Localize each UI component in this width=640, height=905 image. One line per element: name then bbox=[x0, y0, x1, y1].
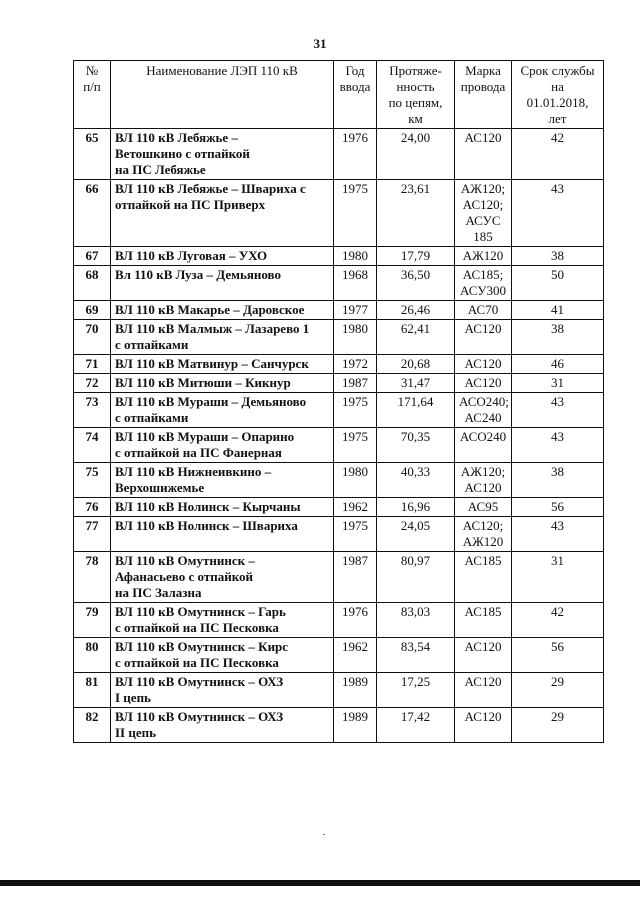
row-wire: АС120 bbox=[455, 355, 512, 374]
row-name: ВЛ 110 кВ Луговая – УХО bbox=[111, 247, 334, 266]
table-row bbox=[74, 708, 604, 743]
row-name: ВЛ 110 кВ Матвинур – Санчурск bbox=[111, 355, 334, 374]
row-num: 73 bbox=[74, 393, 111, 428]
row-name: ВЛ 110 кВ Омутнинск – ОХЗ II цепь bbox=[111, 708, 334, 743]
row-name: ВЛ 110 кВ Омутнинск – Кирс с отпайкой на ПС Песковка bbox=[111, 638, 334, 673]
row-num: 79 bbox=[74, 603, 111, 638]
table-row bbox=[74, 180, 604, 247]
row-year: 1980 bbox=[334, 247, 377, 266]
table-row bbox=[74, 374, 604, 393]
table-row bbox=[74, 247, 604, 266]
row-service: 43 bbox=[512, 428, 604, 463]
row-name: ВЛ 110 кВ Мураши – Демьяново с отпайками bbox=[111, 393, 334, 428]
row-length: 24,05 bbox=[377, 517, 455, 552]
row-wire: АС120 bbox=[455, 129, 512, 180]
row-wire: АС120 bbox=[455, 638, 512, 673]
row-length: 17,42 bbox=[377, 708, 455, 743]
row-wire: АС120 bbox=[455, 673, 512, 708]
row-name: ВЛ 110 кВ Лебяжье – Ветошкино с отпайкой на ПС Лебяжье bbox=[111, 129, 334, 180]
row-wire: АС70 bbox=[455, 301, 512, 320]
row-length: 24,00 bbox=[377, 129, 455, 180]
row-num: 66 bbox=[74, 180, 111, 247]
row-year: 1975 bbox=[334, 428, 377, 463]
row-length: 70,35 bbox=[377, 428, 455, 463]
table-row bbox=[74, 603, 604, 638]
row-service: 31 bbox=[512, 374, 604, 393]
row-wire: АСО240 bbox=[455, 428, 512, 463]
row-year: 1975 bbox=[334, 180, 377, 247]
row-service: 41 bbox=[512, 301, 604, 320]
table-row bbox=[74, 393, 604, 428]
row-length: 17,79 bbox=[377, 247, 455, 266]
row-year: 1989 bbox=[334, 708, 377, 743]
row-year: 1975 bbox=[334, 393, 377, 428]
power-lines-table bbox=[73, 60, 604, 743]
row-service: 42 bbox=[512, 603, 604, 638]
table-row bbox=[74, 428, 604, 463]
row-wire: АСО240; АС240 bbox=[455, 393, 512, 428]
row-service: 43 bbox=[512, 517, 604, 552]
row-name: ВЛ 110 кВ Нижнеивкино – Верхошижемье bbox=[111, 463, 334, 498]
row-length: 36,50 bbox=[377, 266, 455, 301]
row-service: 29 bbox=[512, 673, 604, 708]
row-wire: АС120 bbox=[455, 708, 512, 743]
row-num: 69 bbox=[74, 301, 111, 320]
row-service: 38 bbox=[512, 320, 604, 355]
row-num: 76 bbox=[74, 498, 111, 517]
table-row bbox=[74, 552, 604, 603]
row-year: 1976 bbox=[334, 603, 377, 638]
row-num: 72 bbox=[74, 374, 111, 393]
row-wire: АС120 bbox=[455, 374, 512, 393]
header-num: № п/п bbox=[74, 61, 111, 129]
row-service: 56 bbox=[512, 638, 604, 673]
header-wire: Марка провода bbox=[455, 61, 512, 129]
header-year: Год ввода bbox=[334, 61, 377, 129]
row-num: 70 bbox=[74, 320, 111, 355]
row-year: 1989 bbox=[334, 673, 377, 708]
row-name: Вл 110 кВ Луза – Демьяново bbox=[111, 266, 334, 301]
row-service: 46 bbox=[512, 355, 604, 374]
row-num: 74 bbox=[74, 428, 111, 463]
row-num: 71 bbox=[74, 355, 111, 374]
row-name: ВЛ 110 кВ Омутнинск – Гарь с отпайкой на ПС Песковка bbox=[111, 603, 334, 638]
row-length: 26,46 bbox=[377, 301, 455, 320]
row-name: ВЛ 110 кВ Макарье – Даровское bbox=[111, 301, 334, 320]
table-row bbox=[74, 498, 604, 517]
row-num: 80 bbox=[74, 638, 111, 673]
row-num: 82 bbox=[74, 708, 111, 743]
row-service: 56 bbox=[512, 498, 604, 517]
row-wire: АС95 bbox=[455, 498, 512, 517]
header-service: Срок службы на 01.01.2018, лет bbox=[512, 61, 604, 129]
table-row bbox=[74, 638, 604, 673]
row-num: 78 bbox=[74, 552, 111, 603]
row-service: 31 bbox=[512, 552, 604, 603]
row-name: ВЛ 110 кВ Нолинск – Швариха bbox=[111, 517, 334, 552]
header-length: Протяже- нность по цепям, км bbox=[377, 61, 455, 129]
row-year: 1976 bbox=[334, 129, 377, 180]
table-row bbox=[74, 517, 604, 552]
row-num: 77 bbox=[74, 517, 111, 552]
row-service: 29 bbox=[512, 708, 604, 743]
row-length: 83,03 bbox=[377, 603, 455, 638]
table-row bbox=[74, 320, 604, 355]
row-service: 38 bbox=[512, 247, 604, 266]
row-length: 23,61 bbox=[377, 180, 455, 247]
row-length: 62,41 bbox=[377, 320, 455, 355]
row-year: 1980 bbox=[334, 463, 377, 498]
row-wire: АЖ120; АС120 bbox=[455, 463, 512, 498]
row-length: 40,33 bbox=[377, 463, 455, 498]
table-row bbox=[74, 355, 604, 374]
row-year: 1987 bbox=[334, 374, 377, 393]
row-length: 83,54 bbox=[377, 638, 455, 673]
row-num: 65 bbox=[74, 129, 111, 180]
row-name: ВЛ 110 кВ Лебяжье – Шварихa с отпайкой на ПС Приверх bbox=[111, 180, 334, 247]
table-row bbox=[74, 673, 604, 708]
row-num: 67 bbox=[74, 247, 111, 266]
row-service: 43 bbox=[512, 180, 604, 247]
row-name: ВЛ 110 кВ Малмыж – Лазарево 1 с отпайками bbox=[111, 320, 334, 355]
row-year: 1977 bbox=[334, 301, 377, 320]
row-length: 20,68 bbox=[377, 355, 455, 374]
row-year: 1962 bbox=[334, 638, 377, 673]
row-wire: АЖ120 bbox=[455, 247, 512, 266]
row-year: 1987 bbox=[334, 552, 377, 603]
row-wire: АС120 bbox=[455, 320, 512, 355]
row-wire: АС185; АСУ300 bbox=[455, 266, 512, 301]
scan-bottom-edge bbox=[0, 880, 640, 886]
row-length: 171,64 bbox=[377, 393, 455, 428]
row-name: ВЛ 110 кВ Митюши – Кикнур bbox=[111, 374, 334, 393]
row-name: ВЛ 110 кВ Омутнинск – Афанасьево с отпайкой на ПС Залазна bbox=[111, 552, 334, 603]
row-wire: АС185 bbox=[455, 552, 512, 603]
row-year: 1968 bbox=[334, 266, 377, 301]
row-service: 50 bbox=[512, 266, 604, 301]
table-row bbox=[74, 301, 604, 320]
row-service: 38 bbox=[512, 463, 604, 498]
row-service: 42 bbox=[512, 129, 604, 180]
table-row bbox=[74, 463, 604, 498]
row-year: 1980 bbox=[334, 320, 377, 355]
row-wire: АС120; АЖ120 bbox=[455, 517, 512, 552]
table-header-row bbox=[74, 61, 604, 129]
row-length: 16,96 bbox=[377, 498, 455, 517]
row-length: 31,47 bbox=[377, 374, 455, 393]
row-service: 43 bbox=[512, 393, 604, 428]
table-row bbox=[74, 129, 604, 180]
row-length: 80,97 bbox=[377, 552, 455, 603]
row-num: 75 bbox=[74, 463, 111, 498]
row-year: 1972 bbox=[334, 355, 377, 374]
header-name: Наименование ЛЭП 110 кВ bbox=[111, 61, 334, 129]
row-num: 81 bbox=[74, 673, 111, 708]
table-row bbox=[74, 266, 604, 301]
page-number: 31 bbox=[313, 36, 327, 51]
row-name: ВЛ 110 кВ Омутнинск – ОХЗ I цепь bbox=[111, 673, 334, 708]
row-year: 1962 bbox=[334, 498, 377, 517]
row-name: ВЛ 110 кВ Мураши – Опарино с отпайкой на ПС Фанерная bbox=[111, 428, 334, 463]
row-year: 1975 bbox=[334, 517, 377, 552]
row-length: 17,25 bbox=[377, 673, 455, 708]
scan-speck bbox=[323, 834, 325, 835]
row-num: 68 bbox=[74, 266, 111, 301]
row-wire: АС185 bbox=[455, 603, 512, 638]
row-name: ВЛ 110 кВ Нолинск – Кырчаны bbox=[111, 498, 334, 517]
row-wire: АЖ120; АС120; АСУС 185 bbox=[455, 180, 512, 247]
